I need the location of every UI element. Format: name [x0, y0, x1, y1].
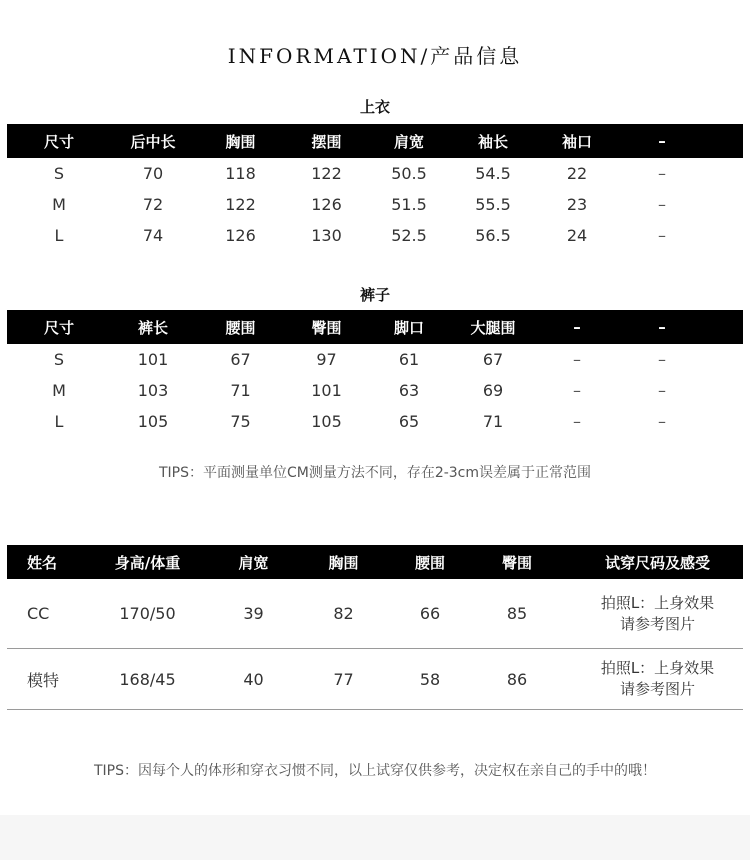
table-cell: 23: [566, 195, 588, 214]
table-cell: 126: [311, 195, 342, 214]
table-row: [7, 406, 743, 437]
table-cell: 51.5: [391, 195, 427, 214]
header-cell: 臀围: [501, 553, 532, 572]
table-cell: 52.5: [391, 226, 427, 245]
table-cell: –: [573, 381, 581, 400]
table-cell: 97: [316, 350, 337, 369]
table-header: [7, 124, 743, 158]
fit-feedback: [572, 593, 743, 635]
header-cell: 后中长: [130, 132, 176, 151]
table-cell: –: [658, 412, 666, 431]
header-cell: 胸围: [225, 132, 256, 151]
table-cell: 63: [398, 381, 420, 400]
header-cell: 裤长: [137, 318, 168, 337]
header-cell: –: [658, 318, 666, 336]
table-row: [7, 649, 743, 710]
header-cell: 腰围: [225, 318, 256, 337]
pants-size-table: [7, 310, 743, 437]
table-cell: 67: [482, 350, 504, 369]
header-cell: 大腿围: [470, 318, 516, 337]
measurement-tips: TIPS：平面测量单位CM测量方法不同，存在2-3cm误差属于正常范围: [158, 465, 592, 481]
size-cell: M: [52, 195, 66, 214]
header-cell: 姓名: [27, 553, 58, 572]
header-cell: 身高/体重: [114, 553, 181, 572]
top-section-title: 上衣: [359, 98, 390, 116]
size-cell: L: [54, 226, 64, 245]
top-size-table: [7, 124, 743, 251]
model-name: 模特: [27, 670, 60, 690]
table-header: [7, 545, 743, 579]
hip-value: 85: [506, 604, 528, 623]
table-cell: 122: [225, 195, 256, 214]
header-cell: 肩宽: [393, 132, 424, 151]
header-cell: 尺寸: [43, 132, 74, 151]
header-cell: 试穿尺码及感受: [604, 553, 710, 572]
chest-value: 77: [333, 669, 354, 689]
table-cell: –: [573, 412, 581, 431]
size-cell: S: [53, 350, 65, 369]
header-cell: 尺寸: [43, 318, 74, 337]
waist-value: 66: [419, 604, 441, 623]
header-cell: 袖长: [477, 132, 508, 151]
table-cell: 72: [142, 195, 164, 214]
table-header: [7, 310, 743, 344]
header-cell: –: [573, 318, 581, 336]
table-cell: –: [658, 381, 666, 400]
fit-line: 请参考图片: [619, 614, 695, 633]
table-cell: 56.5: [475, 226, 511, 245]
header-cell: 腰围: [414, 553, 445, 572]
model-name: CC: [27, 604, 50, 623]
header-cell: 肩宽: [238, 553, 269, 572]
table-cell: 22: [566, 164, 588, 183]
header-cell: 胸围: [328, 553, 359, 572]
table-row: [7, 579, 743, 649]
table-cell: 130: [311, 226, 342, 245]
chest-value: 82: [333, 604, 354, 623]
table-cell: 74: [142, 226, 164, 245]
header-cell: 臀围: [311, 318, 342, 337]
table-cell: 69: [482, 381, 504, 400]
table-cell: 103: [137, 381, 169, 400]
fit-feedback: [572, 658, 743, 700]
table-cell: 105: [137, 412, 169, 431]
table-cell: –: [658, 164, 666, 183]
table-row: [7, 158, 743, 189]
table-cell: 50.5: [391, 164, 427, 183]
header-cell: –: [658, 132, 666, 150]
pants-section-title: 裤子: [359, 286, 390, 304]
table-cell: 71: [230, 381, 251, 400]
table-cell: –: [658, 350, 666, 369]
size-cell: M: [52, 381, 66, 400]
header-cell: 袖口: [561, 132, 592, 151]
table-cell: 67: [230, 350, 251, 369]
table-cell: –: [658, 195, 666, 214]
table-cell: 105: [311, 412, 342, 431]
table-cell: 75: [230, 412, 251, 431]
table-cell: 71: [482, 412, 504, 431]
table-cell: 54.5: [475, 164, 511, 183]
table-cell: 24: [566, 226, 588, 245]
table-row: [7, 189, 743, 220]
table-row: [7, 220, 743, 251]
shoulder-value: 40: [243, 669, 264, 689]
table-cell: –: [658, 226, 666, 245]
hip-value: 86: [506, 669, 528, 689]
page-title: INFORMATION/产品信息: [227, 44, 523, 68]
header-cell: 脚口: [393, 318, 424, 337]
table-cell: 70: [142, 164, 164, 183]
table-cell: 101: [311, 381, 342, 400]
table-cell: –: [573, 350, 581, 369]
height-weight: 170/50: [119, 604, 176, 623]
fit-line: 拍照L：上身效果: [600, 593, 715, 612]
table-cell: 122: [311, 164, 342, 183]
table-row: [7, 344, 743, 375]
fit-line: 请参考图片: [619, 680, 695, 698]
table-cell: 118: [225, 164, 256, 183]
fit-line: 拍照L：上身效果: [600, 659, 715, 677]
size-cell: S: [53, 164, 65, 183]
table-cell: 61: [398, 350, 420, 369]
waist-value: 58: [419, 669, 441, 689]
shoulder-value: 39: [243, 604, 264, 623]
header-cell: 摆围: [311, 132, 342, 151]
table-cell: 55.5: [475, 195, 511, 214]
size-cell: L: [54, 412, 64, 431]
table-cell: 101: [137, 350, 169, 369]
table-row: [7, 375, 743, 406]
model-fit-table: [7, 545, 743, 710]
footer-band: [0, 815, 750, 860]
height-weight: 168/45: [119, 669, 176, 689]
table-cell: 126: [225, 226, 256, 245]
table-cell: 65: [398, 412, 420, 431]
fit-tips: TIPS：因每个人的体形和穿衣习惯不同，以上试穿仅供参考，决定权在亲自己的手中的哦！: [93, 763, 656, 779]
